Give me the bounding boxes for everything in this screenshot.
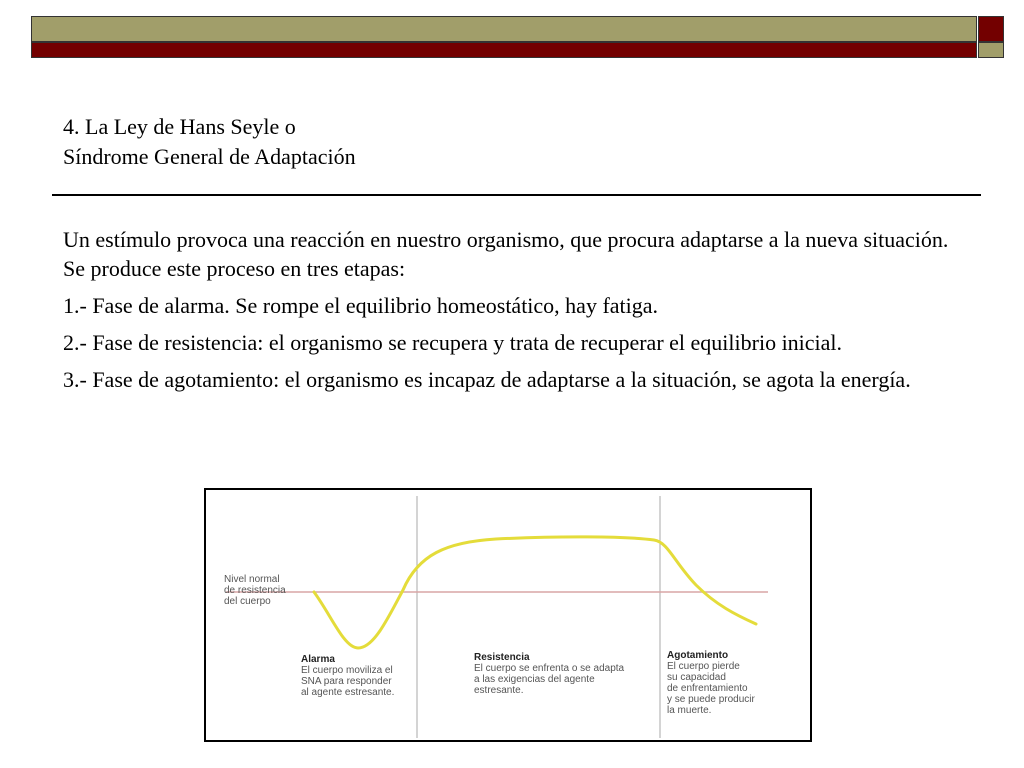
stress-adaptation-diagram bbox=[204, 488, 812, 742]
phase-alarm-desc-3: al agente estresante. bbox=[301, 687, 395, 698]
baseline-label-line-1: Nivel normal bbox=[224, 574, 280, 585]
intro-paragraph: Un estímulo provoca una reacción en nuestro organismo, que procura adaptarse a la nueva situación. Se produce este proceso en tres etapas: bbox=[63, 227, 949, 281]
phase-exhaustion-desc-1: El cuerpo pierde bbox=[667, 661, 740, 672]
phase-exhaustion-title: Agotamiento bbox=[667, 650, 729, 661]
header-bar-maroon bbox=[31, 42, 977, 58]
slide-title bbox=[63, 112, 356, 172]
diagram-svg bbox=[206, 490, 810, 740]
header-bar-olive bbox=[31, 16, 977, 42]
phase-resistance-desc-2: a las exigencias del agente bbox=[474, 674, 595, 685]
phase-resistance-desc-3: estresante. bbox=[474, 685, 524, 696]
phase-exhaustion-desc-3: de enfrentamiento bbox=[667, 683, 748, 694]
phase-alarm-paragraph: 1.- Fase de alarma. Se rompe el equilibrio homeostático, hay fatiga. bbox=[63, 293, 659, 318]
phase-resistance-desc-1: El cuerpo se enfrenta o se adapta bbox=[474, 663, 625, 674]
phase-alarm-title: Alarma bbox=[301, 654, 335, 665]
slide-title-line-2: Síndrome General de Adaptación bbox=[63, 144, 356, 169]
body-text bbox=[63, 225, 963, 402]
phase-exhaustion-desc-4: y se puede producir bbox=[667, 694, 755, 705]
header-square-maroon bbox=[978, 16, 1004, 42]
baseline-label-line-2: de resistencia bbox=[224, 585, 286, 596]
phase-exhaustion-desc-2: su capacidad bbox=[667, 672, 726, 683]
header-square-olive bbox=[978, 42, 1004, 58]
phase-resistance-title: Resistencia bbox=[474, 652, 530, 663]
phase-exhaustion-paragraph: 3.- Fase de agotamiento: el organismo es incapaz de adaptarse a la situación, se agota la energía. bbox=[63, 367, 911, 392]
title-divider bbox=[52, 194, 981, 196]
baseline-label-line-3: del cuerpo bbox=[224, 596, 271, 607]
phase-exhaustion-desc-5: la muerte. bbox=[667, 705, 712, 716]
phase-alarm-desc-1: El cuerpo moviliza el bbox=[301, 665, 393, 676]
phase-resistance-paragraph: 2.- Fase de resistencia: el organismo se recupera y trata de recuperar el equilibrio inicial. bbox=[63, 330, 843, 355]
phase-alarm-desc-2: SNA para responder bbox=[301, 676, 392, 687]
slide-title-line-1: 4. La Ley de Hans Seyle o bbox=[63, 114, 296, 139]
